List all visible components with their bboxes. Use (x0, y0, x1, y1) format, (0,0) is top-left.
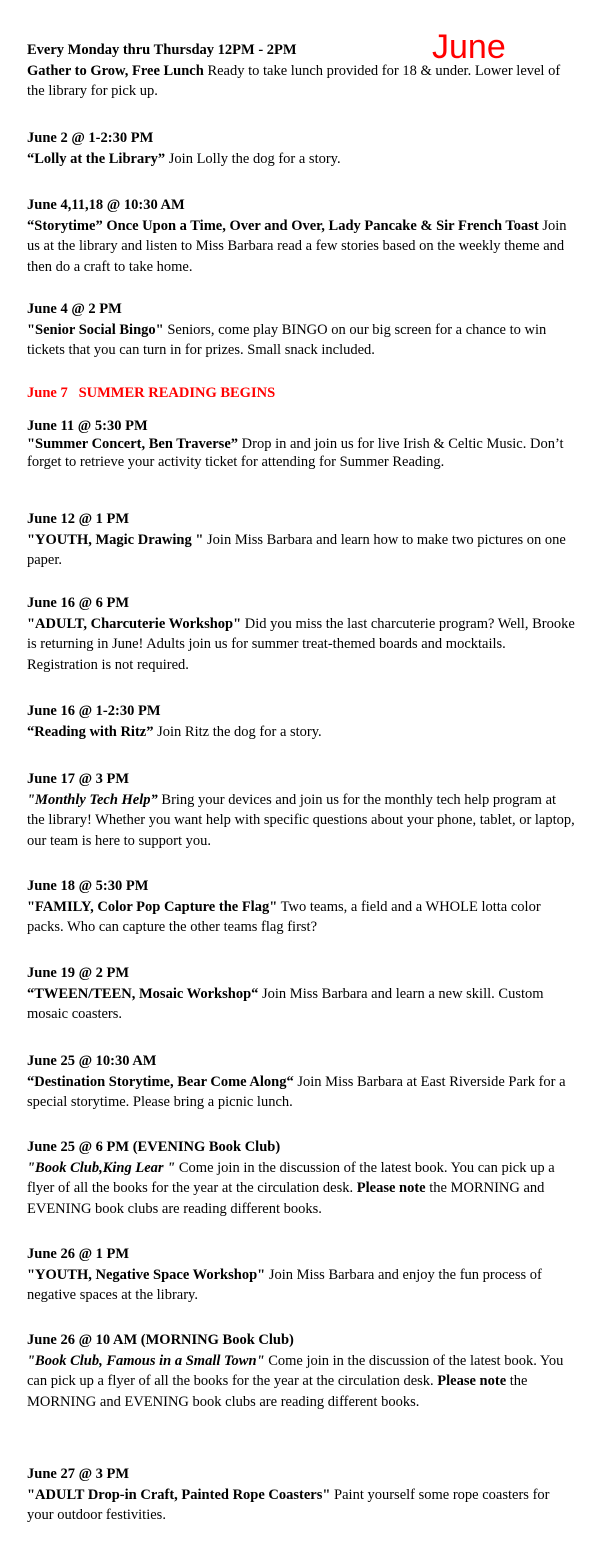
event-date: June 19 @ 2 PM (27, 965, 130, 981)
event-date: June 25 @ 10:30 AM (27, 1053, 157, 1069)
event-date: June 26 @ 10 AM (MORNING Book Club) (27, 1332, 294, 1348)
event-capture-the-flag (27, 876, 575, 938)
event-destination-storytime (27, 1051, 575, 1113)
event-description: Join Ritz the dog for a story. (153, 723, 322, 740)
event-title: “Storytime” Once Upon a Time, Over and Over, Lady Pancake & Sir French Toast (27, 217, 539, 234)
event-description: Paint yourself some rope coasters for your outdoor festivities. (27, 1486, 550, 1524)
event-morning-book-club (27, 1330, 575, 1412)
event-date: June 11 @ 5:30 PM (27, 418, 148, 434)
event-date: June 16 @ 1-2:30 PM (27, 703, 161, 719)
event-rope-coasters (27, 1464, 575, 1526)
event-title: "Summer Concert, Ben Traverse” (27, 436, 239, 452)
event-description: Join Miss Barbara and learn a new skill. Custom mosaic coasters. (27, 985, 544, 1023)
event-magic-drawing (27, 509, 575, 571)
event-evening-book-club (27, 1137, 575, 1219)
event-description: Two teams, a field and a WHOLE lotta color packs. Who can capture the other teams flag first? (27, 898, 541, 936)
event-mosaic-workshop (27, 963, 575, 1025)
event-free-lunch (27, 40, 575, 102)
event-description-continued: the MORNING and EVENING book clubs are reading different books. (27, 1180, 545, 1217)
event-storytime (27, 195, 575, 277)
event-lolly (27, 128, 341, 169)
event-date: June 26 @ 1 PM (27, 1246, 130, 1262)
event-description: Join Lolly the dog for a story. (165, 150, 341, 167)
event-date: Every Monday thru Thursday 12PM - 2PM (27, 42, 297, 58)
event-description: Come join in the discussion of the latest book. You can pick up a flyer of all the books for the year at the circulation desk. (27, 1352, 564, 1390)
event-title: “Lolly at the Library” (27, 150, 166, 167)
event-description: Ready to take lunch provided for 18 & under. Lower level of the library for pick up. (27, 62, 561, 100)
event-description: Did you miss the last charcuterie program? Well, Brooke is returning in June! Adults join us for summer treat-themed boards and mocktails. Registration is not required. (27, 615, 575, 673)
event-description: Join Miss Barbara and enjoy the fun process of negative spaces at the library. (27, 1266, 542, 1304)
event-note: Please note (356, 1180, 426, 1197)
event-description: Drop in and join us for live Irish & Celtic Music. Don’t forget to retrieve your activity ticket for attending for Summer Reading. (27, 436, 564, 470)
event-title: “Destination Storytime, Bear Come Along“ (27, 1073, 294, 1090)
event-title: “TWEEN/TEEN, Mosaic Workshop“ (27, 985, 259, 1002)
event-date: June 12 @ 1 PM (27, 511, 130, 527)
event-description: Come join in the discussion of the latest book. You can pick up a flyer of all the books for the year at the circulation desk. (27, 1159, 555, 1197)
event-date: June 4 @ 2 PM (27, 301, 122, 317)
event-title: "Book Club,King Lear " (27, 1159, 176, 1176)
event-date: June 17 @ 3 PM (27, 771, 130, 787)
event-title: "YOUTH, Negative Space Workshop" (27, 1266, 266, 1283)
page-title: June (432, 28, 506, 66)
event-date: June 4,11,18 @ 10:30 AM (27, 197, 185, 213)
event-charcuterie (27, 593, 575, 675)
event-title: “Reading with Ritz” (27, 723, 154, 740)
event-note: Please note (437, 1373, 507, 1390)
event-description: Join us at the library and listen to Miss Barbara read a few stories based on the weekly theme and then do a craft to take home. (27, 217, 567, 275)
event-title: "Senior Social Bingo" (27, 321, 164, 338)
event-date: June 25 @ 6 PM (EVENING Book Club) (27, 1139, 281, 1155)
event-date: June 2 @ 1-2:30 PM (27, 130, 154, 146)
summer-reading-banner: June 7 SUMMER READING BEGINS (27, 385, 276, 401)
event-title: "ADULT, Charcuterie Workshop" (27, 615, 242, 632)
event-summer-concert (27, 416, 575, 471)
event-ritz (27, 701, 322, 742)
event-description: Join Miss Barbara and learn how to make two pictures on one paper. (27, 531, 566, 569)
event-senior-bingo (27, 299, 575, 361)
event-title: "Book Club, Famous in a Small Town" (27, 1352, 265, 1369)
event-title: "YOUTH, Magic Drawing " (27, 531, 204, 548)
event-negative-space (27, 1244, 575, 1306)
event-description: Seniors, come play BINGO on our big screen for a chance to win tickets that you can turn in for prizes. Small snack included. (27, 321, 547, 359)
event-title: "Monthly Tech Help” (27, 791, 158, 808)
event-date: June 16 @ 6 PM (27, 595, 130, 611)
event-title: "ADULT Drop-in Craft, Painted Rope Coasters" (27, 1486, 331, 1503)
event-description: Bring your devices and join us for the monthly tech help program at the library! Whether you want help with specific questions about your phone, tablet, or laptop, our team is here to support you. (27, 791, 575, 849)
event-title: "FAMILY, Color Pop Capture the Flag" (27, 898, 278, 915)
event-date: June 18 @ 5:30 PM (27, 878, 149, 894)
event-tech-help (27, 769, 575, 851)
event-date: June 27 @ 3 PM (27, 1466, 130, 1482)
event-description: Join Miss Barbara at East Riverside Park for a special storytime. Please bring a picnic lunch. (27, 1073, 566, 1111)
event-description-continued: the MORNING and EVENING book clubs are reading different books. (27, 1373, 528, 1410)
event-title: Gather to Grow, Free Lunch (27, 62, 204, 79)
